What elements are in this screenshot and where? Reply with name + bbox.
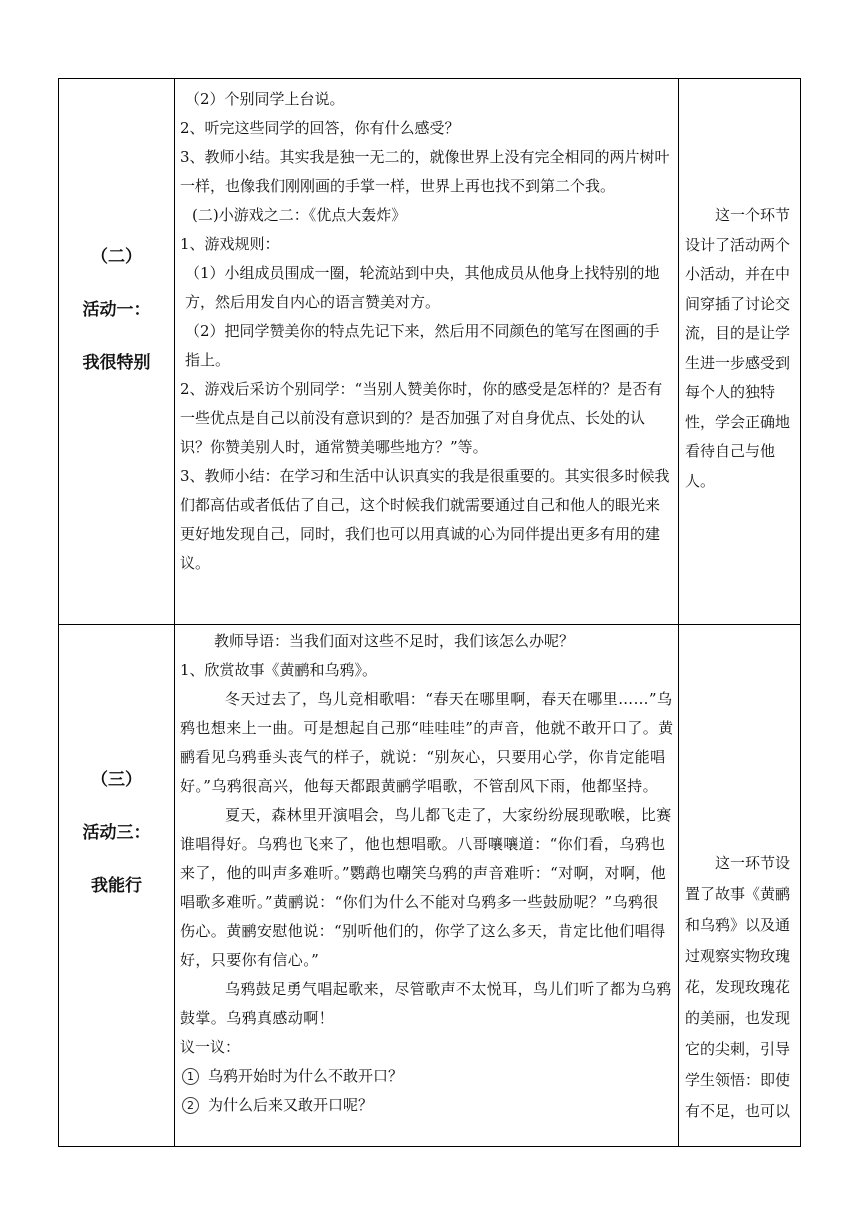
design-note-cell: [679, 79, 801, 625]
content-line: 3、教师小结。其实我是独一无二的，就像世界上没有完全相同的两片树叶一样，也像我们刚刚画的手掌一样，世界上再也找不到第二个我。: [180, 148, 670, 195]
discussion-question: [180, 1091, 674, 1120]
content-line: （1）小组成员围成一圈，轮流站到中央，其他成员从他身上找特别的地方，然后用发自内心的语言赞美对方。: [185, 264, 660, 311]
section-label-cell: [59, 79, 175, 625]
section-number: （三）: [91, 770, 142, 790]
activity-content-cell: [175, 79, 679, 625]
content-line: （2）把同学赞美你的特点先记下来，然后用不同颜色的笔写在图画的手指上。: [185, 322, 660, 369]
design-note: 这一个环节设计了活动两个小活动，并在中间穿插了讨论交流，目的是让学生进一步感受到每个人的独特性，学会正确地看待自己与他人。: [685, 206, 791, 490]
discussion-question: [180, 1062, 674, 1091]
design-note-cell: [679, 625, 801, 1147]
content-line: 3、教师小结：在学习和生活中认识真实的我是很重要的。其实很多时候我们都高估或者低估了自己，这个时候我们就需要通过自己和他人的眼光来更好地发现自己，同时，我们也可以用真诚的心为同伴提出更多有用的建议。: [180, 467, 670, 572]
teacher-lead-line: 教师导语：当我们面对这些不足时，我们该怎么办呢？: [214, 632, 575, 650]
content-line: (二)小游戏之二：《优点大轰炸》: [192, 206, 407, 224]
question-number-badge: 2: [182, 1097, 199, 1114]
content-line: 2、游戏后采访个别同学：“当别人赞美你时，你的感受是怎样的？是否有一些优点是自己以前没有意识到的？是否加强了对自身优点、长处的认识？你赞美别人时，通常赞美哪些地方？”等。: [180, 380, 663, 456]
content-line: 1、游戏规则：: [180, 235, 280, 253]
question-text: 为什么后来又敢开口呢？: [208, 1096, 374, 1114]
activity-title: 我很特别: [82, 353, 151, 373]
story-paragraph: 冬天过去了，鸟儿竞相歌唱：“春天在哪里啊，春天在哪里……”乌鸦也想来上一曲。可是想起自己那“哇哇哇”的声音，他就不敢开口了。黄鹂看见乌鸦垂头丧气的样子，就说：“别灰心，只要用心学，你肯定能唱好。”乌鸦很高兴，他每天都跟黄鹂学唱歌，不管刮风下雨，他都坚持。: [180, 690, 674, 795]
activity-title: 我能行: [91, 876, 142, 896]
section-number: （二）: [91, 247, 142, 267]
story-paragraph: 乌鸦鼓足勇气唱起歌来，尽管歌声不太悦耳，鸟儿们听了都为乌鸦鼓掌。乌鸦真感动啊！: [180, 980, 672, 1027]
story-paragraph: 夏天，森林里开演唱会，鸟儿都飞走了，大家纷纷展现歌喉，比赛谁唱得好。乌鸦也飞来了，他也想唱歌。八哥嚷嚷道：“你们看，乌鸦也来了，他的叫声多难听。”鹦鹉也嘲笑乌鸦的声音难听：“对啊，对啊，他唱歌多难听。”黄鹂说：“你们为什么不能对乌鸦多一些鼓励呢？”乌鸦很伤心。黄鹂安慰他说：“别听他们的，你学了这么多天，肯定比他们唱得好，只要你有信心。”: [180, 806, 672, 969]
story-title: 1、欣赏故事《黄鹂和乌鸦》。: [180, 661, 378, 679]
question-number-badge: 1: [182, 1068, 199, 1085]
table-row-activity-one: [59, 79, 801, 625]
lesson-plan-table: [58, 78, 801, 1147]
question-text: 乌鸦开始时为什么不敢开口？: [208, 1067, 404, 1085]
table-row-activity-three: [59, 625, 801, 1147]
content-line: 2、听完这些同学的回答，你有什么感受？: [180, 119, 460, 137]
activity-content-cell: [175, 625, 679, 1147]
activity-label: 活动三：: [82, 823, 151, 843]
activity-label: 活动一：: [82, 300, 151, 320]
content-line: （2）个别同学上台说。: [185, 90, 345, 108]
section-label-cell: [59, 625, 175, 1147]
discuss-title: 议一议：: [180, 1038, 241, 1056]
design-note: 这一环节设置了故事《黄鹂和乌鸦》以及通过观察实物玫瑰花，发现玫瑰花的美丽，也发现它的尖刺，引导学生领悟：即使有不足，也可以: [685, 854, 791, 1120]
